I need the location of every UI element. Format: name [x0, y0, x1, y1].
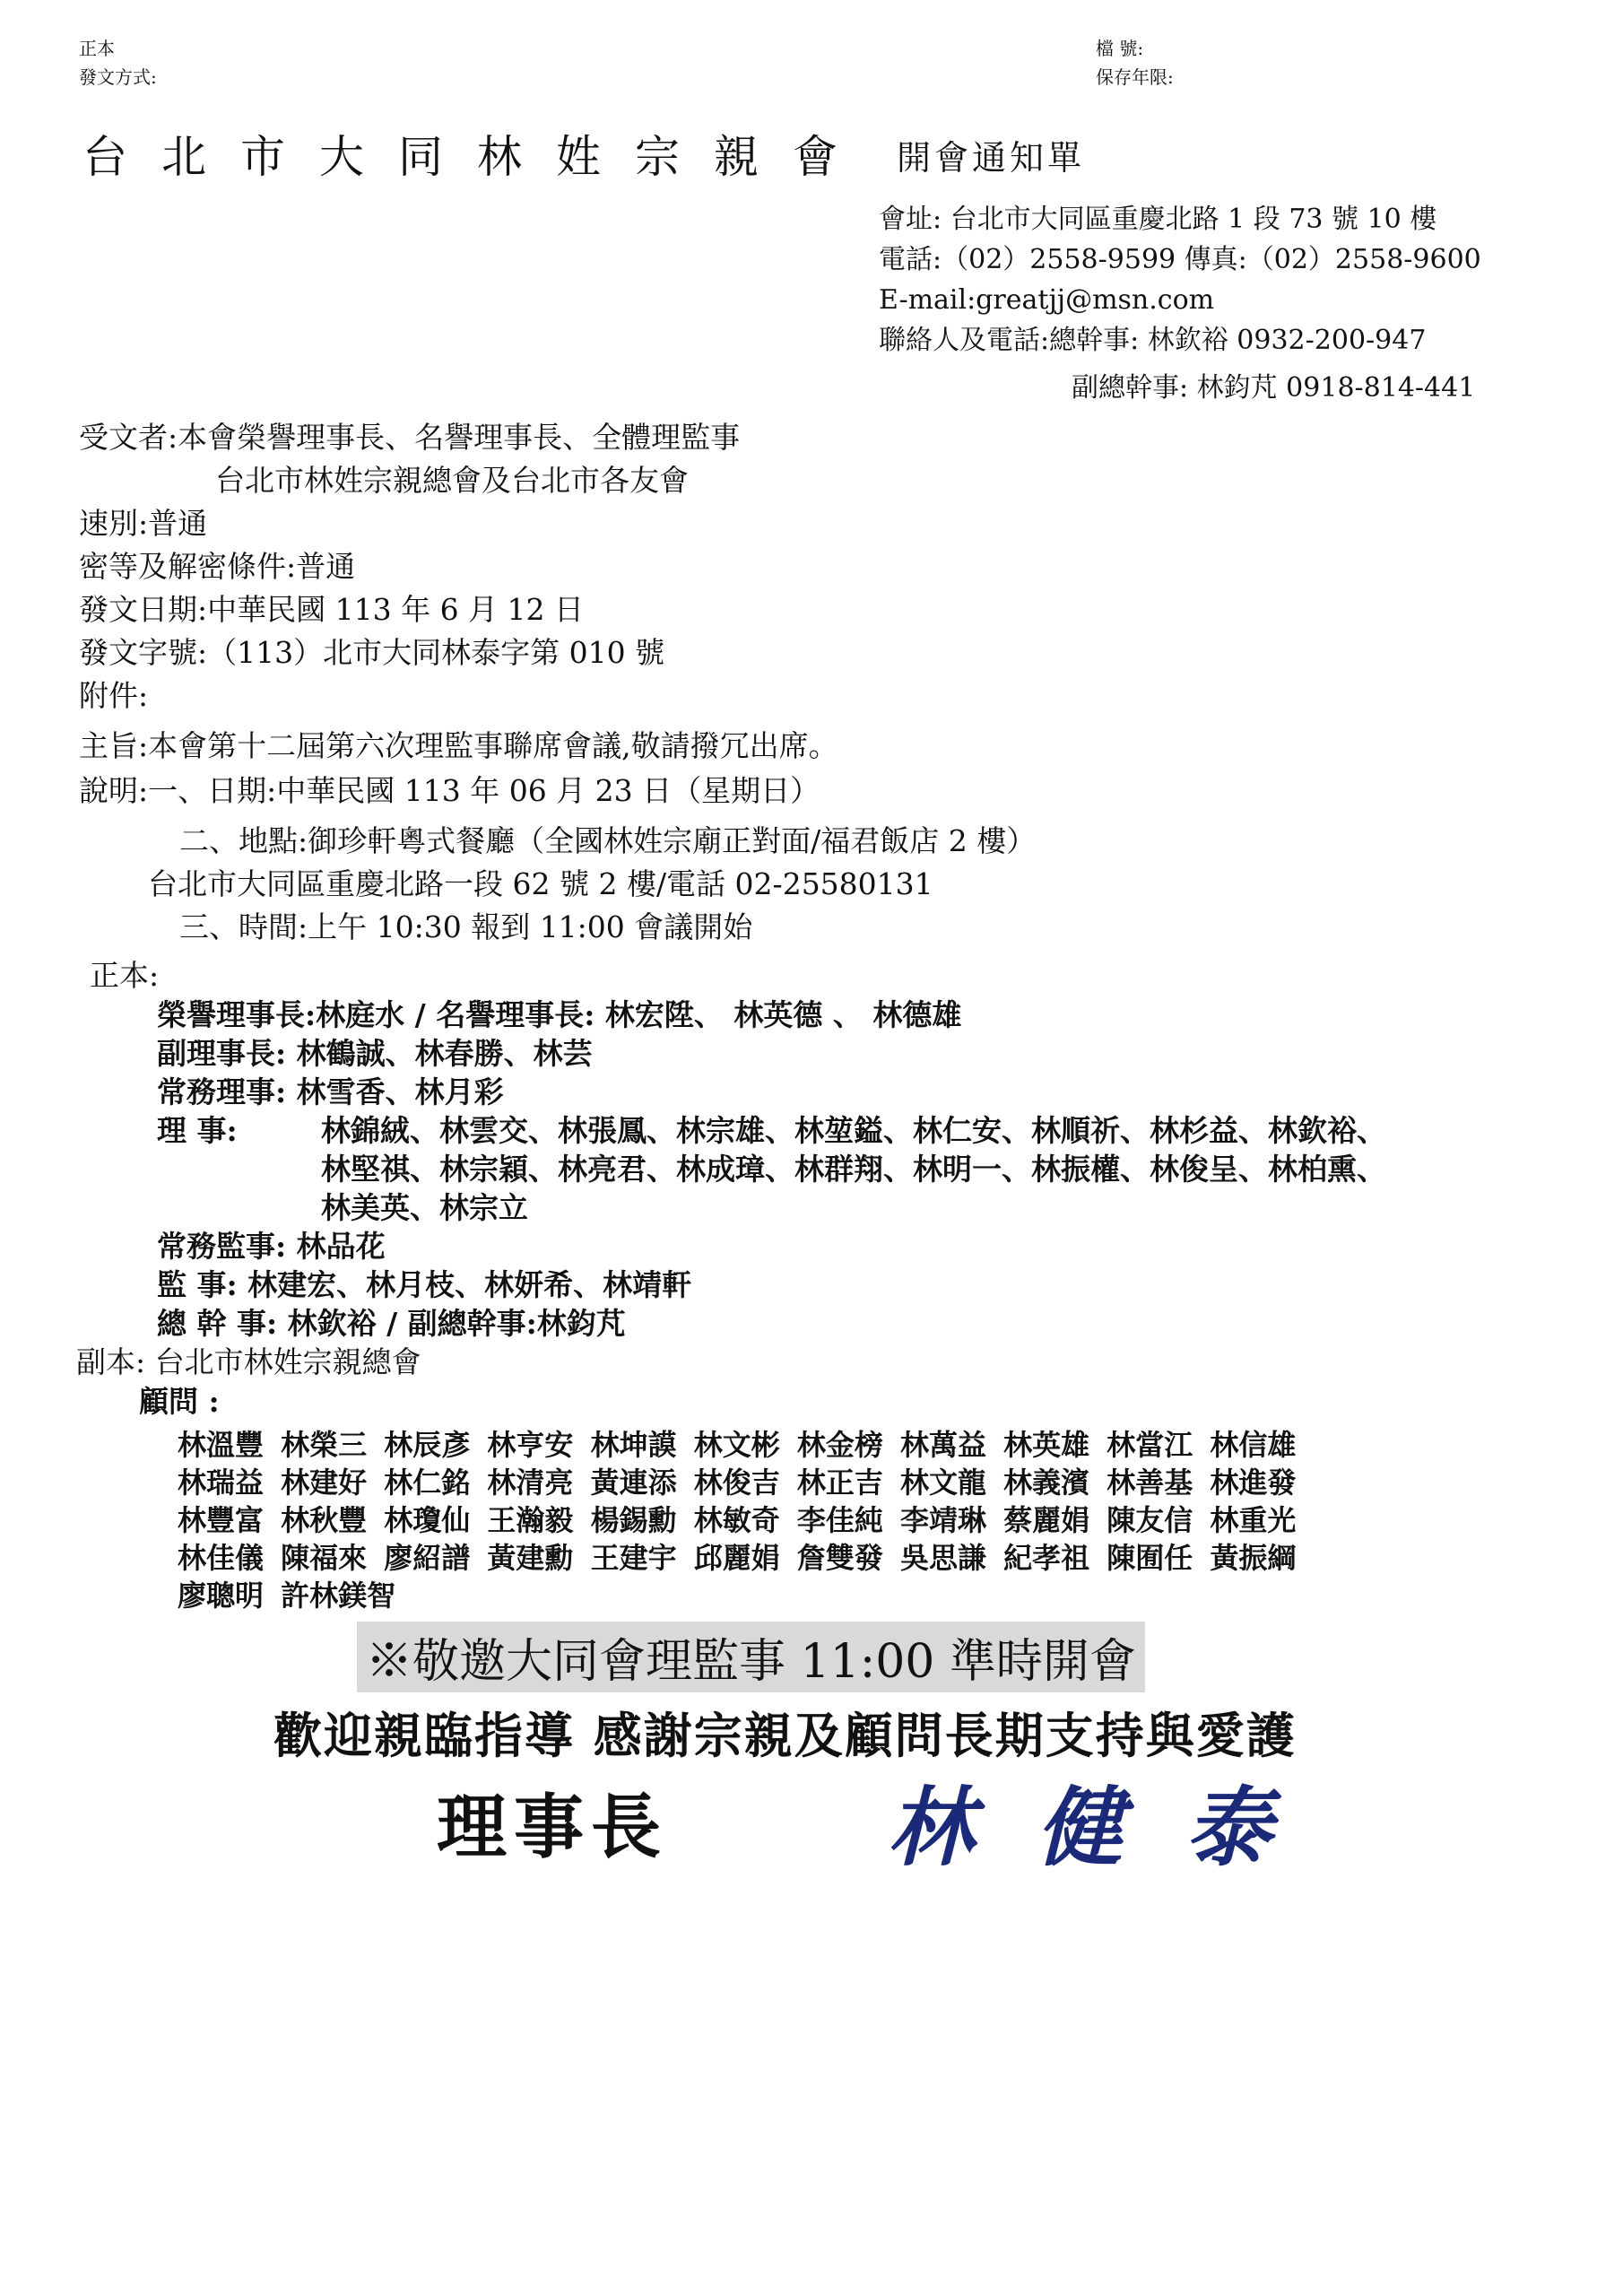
- advisors-row: 林溫豐 林榮三 林辰彥 林亨安 林坤謨 林文彬 林金榜 林萬益 林英雄 林當江 林信雄: [178, 1428, 1297, 1462]
- standing-supervisor: 常務監事: 林品花: [157, 1229, 386, 1264]
- advisors-row: 林瑞益 林建好 林仁銘 林清亮 黃連添 林俊吉 林正吉 林文龍 林義濱 林善基 林進發: [178, 1465, 1297, 1500]
- issue-date: 發文日期:中華民國 113 年 6 月 12 日: [79, 592, 585, 627]
- original-label: 正本:: [90, 958, 160, 993]
- secrecy-level: 密等及解密條件:普通: [79, 549, 356, 584]
- standing-directors: 常務理事: 林雪香、林月彩: [157, 1074, 504, 1109]
- chair-title: 理事長: [437, 1787, 669, 1868]
- welcome-message: 歡迎親臨指導 感謝宗親及顧問長期支持與愛護: [273, 1707, 1297, 1764]
- header-retention: 保存年限:: [1096, 66, 1174, 88]
- contact-secretary: 聯絡人及電話:總幹事: 林欽裕 0932-200-947: [879, 325, 1427, 356]
- directors-row3: 林美英、林宗立: [321, 1190, 528, 1225]
- advisors-label: 顧問 :: [139, 1384, 220, 1419]
- document-type-title: 開會通知單: [897, 138, 1086, 178]
- recipient-line1: 受文者:本會榮譽理事長、名譽理事長、全體理監事: [79, 420, 741, 455]
- description-location: 二、地點:御珍軒粵式餐廳（全國林姓宗廟正對面/福君飯店 2 樓）: [179, 823, 1037, 858]
- advisors-row: 林豐富 林秋豐 林瓊仙 王瀚毅 楊錫勳 林敏奇 李佳純 李靖琳 蔡麗娟 陳友信 林重光: [178, 1503, 1297, 1537]
- contact-address: 會址: 台北市大同區重慶北路 1 段 73 號 10 樓: [879, 204, 1437, 235]
- header-file-number: 檔 號:: [1096, 38, 1144, 59]
- description-address: 台北市大同區重慶北路一段 62 號 2 樓/電話 02-25580131: [148, 866, 933, 901]
- chair-signature: 林健泰: [888, 1777, 1334, 1878]
- organization-title: 台北市大同林姓宗親會: [82, 131, 872, 183]
- honorary-chairs: 榮譽理事長:林庭水 / 名譽理事長: 林宏陞、 林英德 、 林德雄: [157, 997, 962, 1032]
- directors-label: 理 事:: [157, 1113, 238, 1148]
- contact-phone: 電話:（02）2558-9599 傳真:（02）2558-9600: [879, 244, 1481, 275]
- header-send-method: 發文方式:: [79, 66, 157, 88]
- advisors-row: 廖聰明 許林鎂智: [178, 1578, 396, 1613]
- copy-recipient: 副本: 台北市林姓宗親總會: [76, 1344, 421, 1379]
- secretaries: 總 幹 事: 林欽裕 / 副總幹事:林鈞芃: [157, 1306, 626, 1341]
- directors-row1: 林錦絨、林雲交、林張鳳、林宗雄、林堃鎰、林仁安、林順祈、林杉益、林欽裕、: [321, 1113, 1386, 1148]
- advisors-row: 林佳儀 陳福來 廖紹譜 黃建勳 王建宇 邱麗娟 詹雙發 吳思謙 紀孝祖 陳囿任 黃振綱: [178, 1541, 1297, 1575]
- supervisors: 監 事: 林建宏、林月枝、林妍希、林靖軒: [157, 1267, 692, 1302]
- subject-line: 主旨:本會第十二屆第六次理監事聯席會議,敬請撥冗出席。: [79, 728, 838, 763]
- recipient-line2: 台北市林姓宗親總會及台北市各友會: [215, 463, 689, 498]
- speed-class: 速別:普通: [79, 506, 208, 541]
- contact-deputy-secretary: 副總幹事: 林鈞芃 0918-814-441: [1072, 372, 1476, 404]
- attachment-label: 附件:: [79, 678, 149, 713]
- directors-row2: 林堅祺、林宗穎、林亮君、林成璋、林群翔、林明一、林振權、林俊呈、林柏熏、: [321, 1152, 1386, 1187]
- description-date: 說明:一、日期:中華民國 113 年 06 月 23 日（星期日）: [79, 773, 820, 808]
- description-time: 三、時間:上午 10:30 報到 11:00 會議開始: [179, 909, 753, 944]
- vice-chairs: 副理事長: 林鶴誠、林春勝、林芸: [157, 1036, 593, 1071]
- document-number: 發文字號:（113）北市大同林泰字第 010 號: [79, 635, 665, 670]
- contact-email: E-mail:greatjj@msn.com: [879, 284, 1215, 316]
- meeting-notice: ※敬邀大同會理監事 11:00 準時開會: [357, 1622, 1145, 1692]
- header-original-label: 正本: [79, 38, 115, 59]
